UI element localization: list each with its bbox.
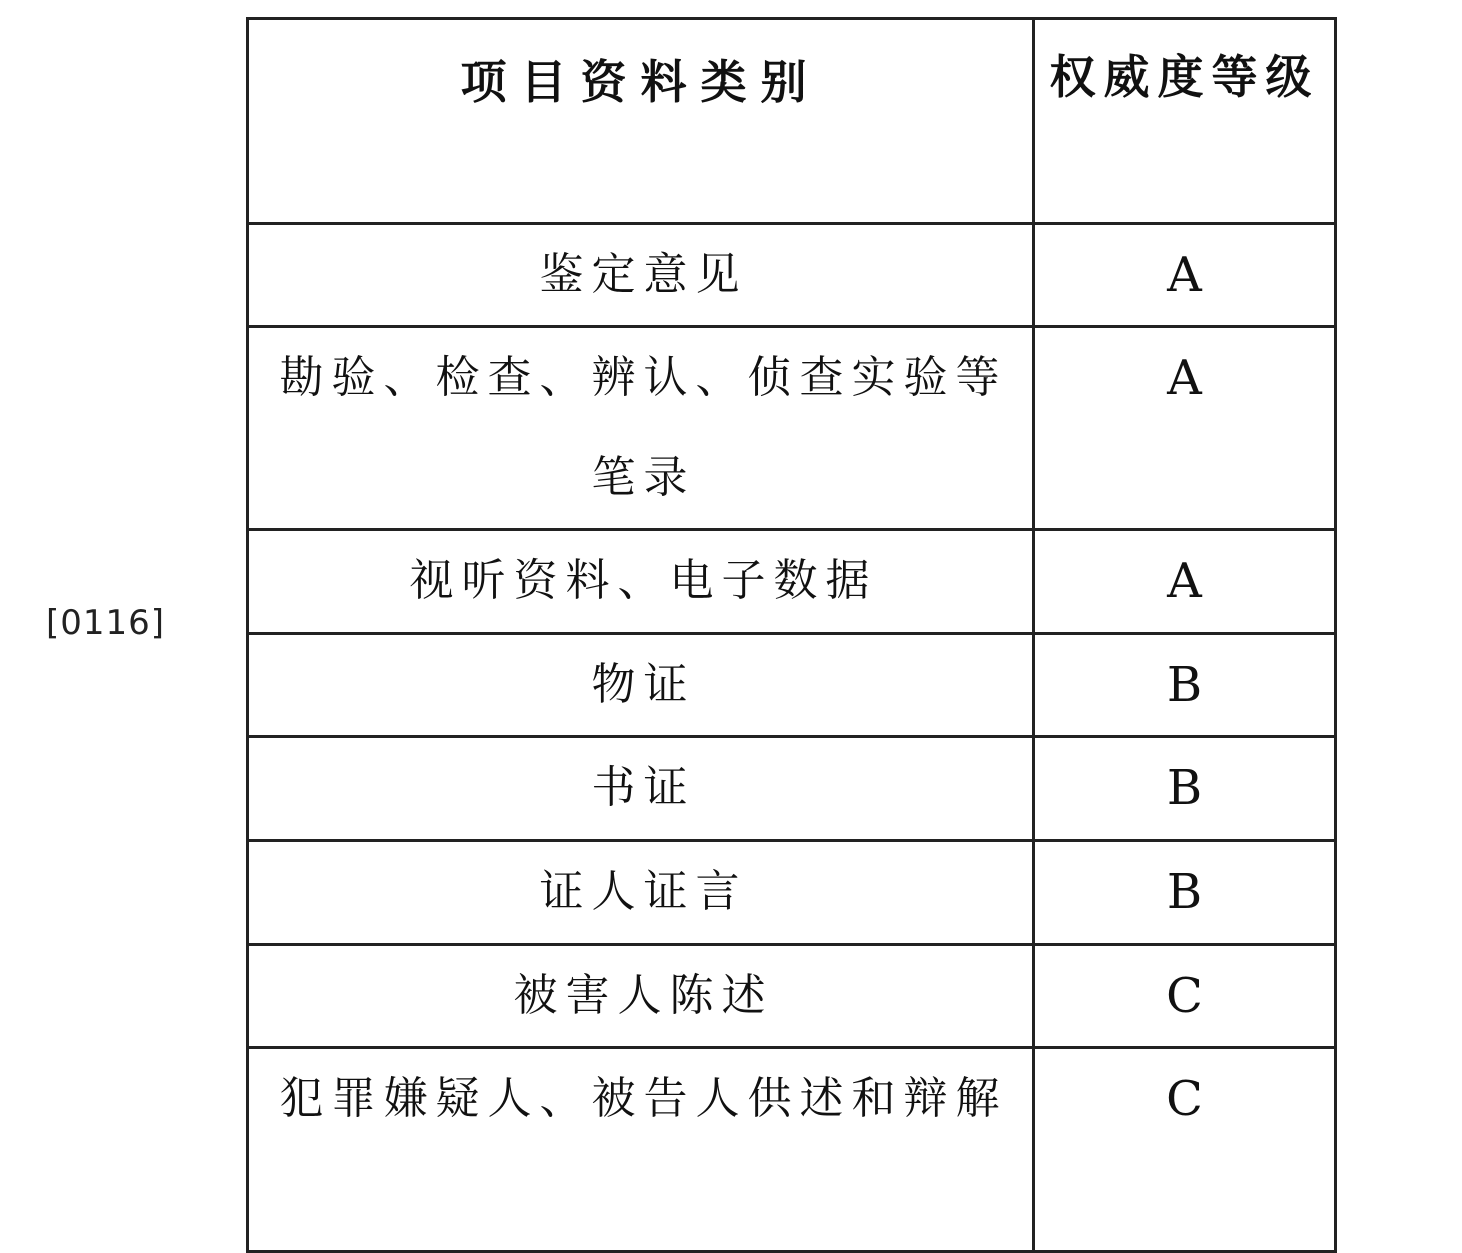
grade-cell: A [1034, 530, 1336, 634]
table-header-row [248, 19, 1336, 224]
grade-cell: A [1034, 224, 1336, 327]
grade-cell: A [1034, 327, 1336, 530]
category-cell: 书证 [248, 737, 1034, 841]
grade-cell: C [1034, 1048, 1336, 1252]
category-cell: 物证 [248, 634, 1034, 737]
category-cell: 勘验、检查、辨认、侦查实验等笔录 [248, 327, 1034, 530]
grade-cell: B [1034, 841, 1336, 945]
table-row [248, 737, 1336, 841]
authority-grade-table [246, 17, 1337, 1253]
paragraph-number: [0116] [46, 603, 166, 643]
table-row [248, 634, 1336, 737]
table-row [248, 327, 1336, 530]
table-row [248, 224, 1336, 327]
table-row [248, 1048, 1336, 1252]
grade-cell: B [1034, 737, 1336, 841]
category-cell: 犯罪嫌疑人、被告人供述和辩解 [248, 1048, 1034, 1252]
category-cell: 视听资料、电子数据 [248, 530, 1034, 634]
category-cell: 被害人陈述 [248, 945, 1034, 1048]
header-grade: 权威度等级 [1034, 19, 1336, 224]
table-row [248, 530, 1336, 634]
header-category: 项目资料类别 [248, 19, 1034, 224]
category-cell: 鉴定意见 [248, 224, 1034, 327]
category-cell: 证人证言 [248, 841, 1034, 945]
grade-cell: C [1034, 945, 1336, 1048]
grade-cell: B [1034, 634, 1336, 737]
table-row [248, 945, 1336, 1048]
table-row [248, 841, 1336, 945]
